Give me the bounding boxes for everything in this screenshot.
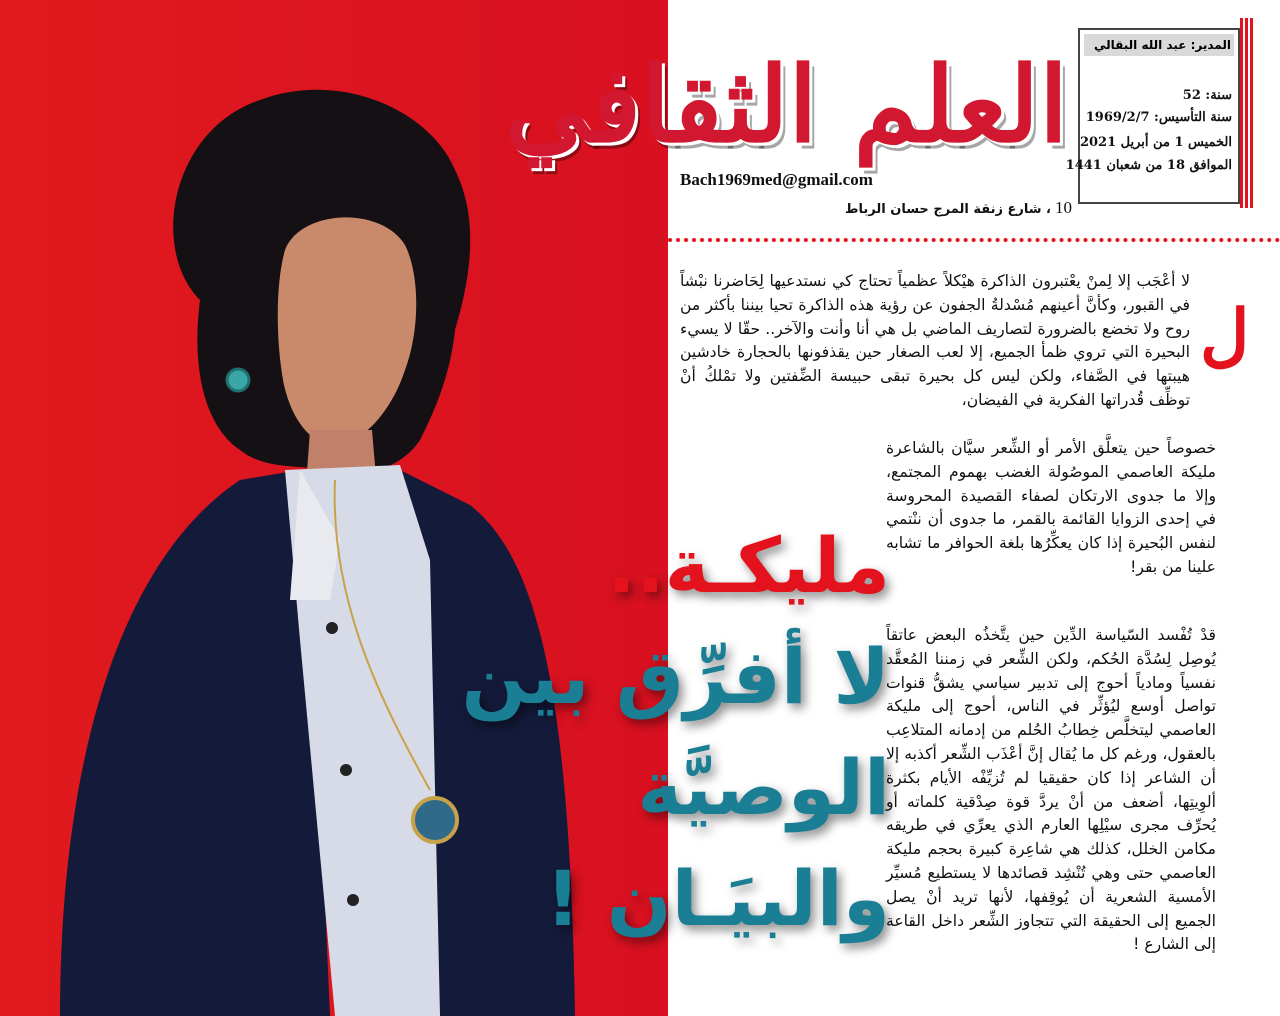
contact-email[interactable]: Bach1969med@gmail.com: [680, 170, 873, 189]
decorative-red-bars: [1240, 18, 1254, 208]
headline-line-3: الوصيَّة: [637, 743, 890, 832]
year-line: سنة: 52: [1182, 88, 1232, 103]
dotted-divider: [668, 238, 1280, 242]
drop-cap: ل: [1200, 295, 1250, 375]
article-paragraph-3: قدْ تُفْسد السّياسة الدِّين حين يتَّخذُه البعض عاتقاً يُوصِل لِسُدَّة الحُكم، ولكن الشِّعر في زمننا المُعقَّد نفسياً ومادياً أحوج إلى تدبير سياسي يشقُّ قنوات تواصل أوسع ليُؤثِّر في الناس، أحوج إلى مليكة العاصمي ليتخلَّص خِطابُ الحُلم من إدمانه المتلاعِب بالعقول، ورغم كل ما يُقال إنَّ أعْذَب الشِّعر أكذبه إلا أن الشاعر إذا كان حقيقيا لم تُزيِّفْه الأيام بكثرة ألوِيتِها، أضعف من أنْ يردَّ قوة صِدْقية كلماته أو يُحرِّف مجرى سيْلِها العارم الذي يعرِّي في طريقه مكامن الخلل، كذلك هي شاعِرة كبيرة بحجم مليكة العاصمي حتى وهي تُنْشِد قصائدها لا يستطيع مُسيِّر الأمسية الشعرية أن يُوقِفها، لأنها تريد أنْ يصل الجميع إلى الحقيقة التي تتجاوز الشِّعر داخل القاعة إلى الشارع !: [886, 626, 1216, 954]
publication-info-box: [1065, 28, 1240, 204]
masthead-title: العلم الثقافي: [504, 43, 1068, 166]
headline-line-2: لا أفرِّق بين: [461, 632, 890, 721]
headline-line-1: مليكـة..: [606, 521, 890, 610]
address-number: 10: [1055, 198, 1072, 217]
director-line: المدير: عبد الله البقالي: [1084, 34, 1234, 56]
headline-line-4: والبيَـان !: [545, 854, 890, 943]
article-headline: [461, 510, 890, 954]
article-paragraph-2: خصوصاً حين يتعلَّق الأمر أو الشِّعر سيَّان بالشاعرة مليكة العاصمي الموصُولة الغضب بهموم المجتمع، وإلا ما جدوى الارتكان لصفاء القصيدة المحروسة في إحدى الزوايا القائمة بالقمر، ما جدوى أن ننْتمي لنفس البُحيرة إذا كان يعكِّرُها بلغة الحوافر ما تشابه علينا من بقر!: [886, 439, 1216, 576]
address-text: ، شارع زنقة المرج حسان الرباط: [845, 202, 1051, 217]
article-paragraph-1: لا أعْجَب إلا لِمنْ يعْتبرون الذاكرة هيْكلاً عظمياً تحتاج كي نستدعيها لِحَاضرنا نبْشاً في القبور، وكأنَّ أعينهم مُسْدلةُ الجفون عن رؤية هذه الذاكرة تحيا بيننا بأكثر من روح ولا تخضع بالضرورة لتصاريف الماضي بل هي أنا وأنت والآخر.. حقّا لا يسيء البحيرة التي تروي ظمأ الجميع، إلا لعب الصغار حين يقذفونها بالحجارة خادشين هيبتها في الصَّفاء، ولكن ليس كل بحيرة تبقى حبيسة الضِّفتين ولا تمْلكُ أنْ توظِّف قُدراتها الفكرية في الفيضان،: [680, 272, 1190, 409]
hijri-line: الموافق 18 من شعبان 1441: [1065, 158, 1232, 173]
founded-line: سنة التأسيس: 1969/2/7: [1085, 110, 1232, 125]
date-line: الخميس 1 من أبريل 2021: [1079, 135, 1232, 150]
address-line: [845, 198, 1072, 218]
